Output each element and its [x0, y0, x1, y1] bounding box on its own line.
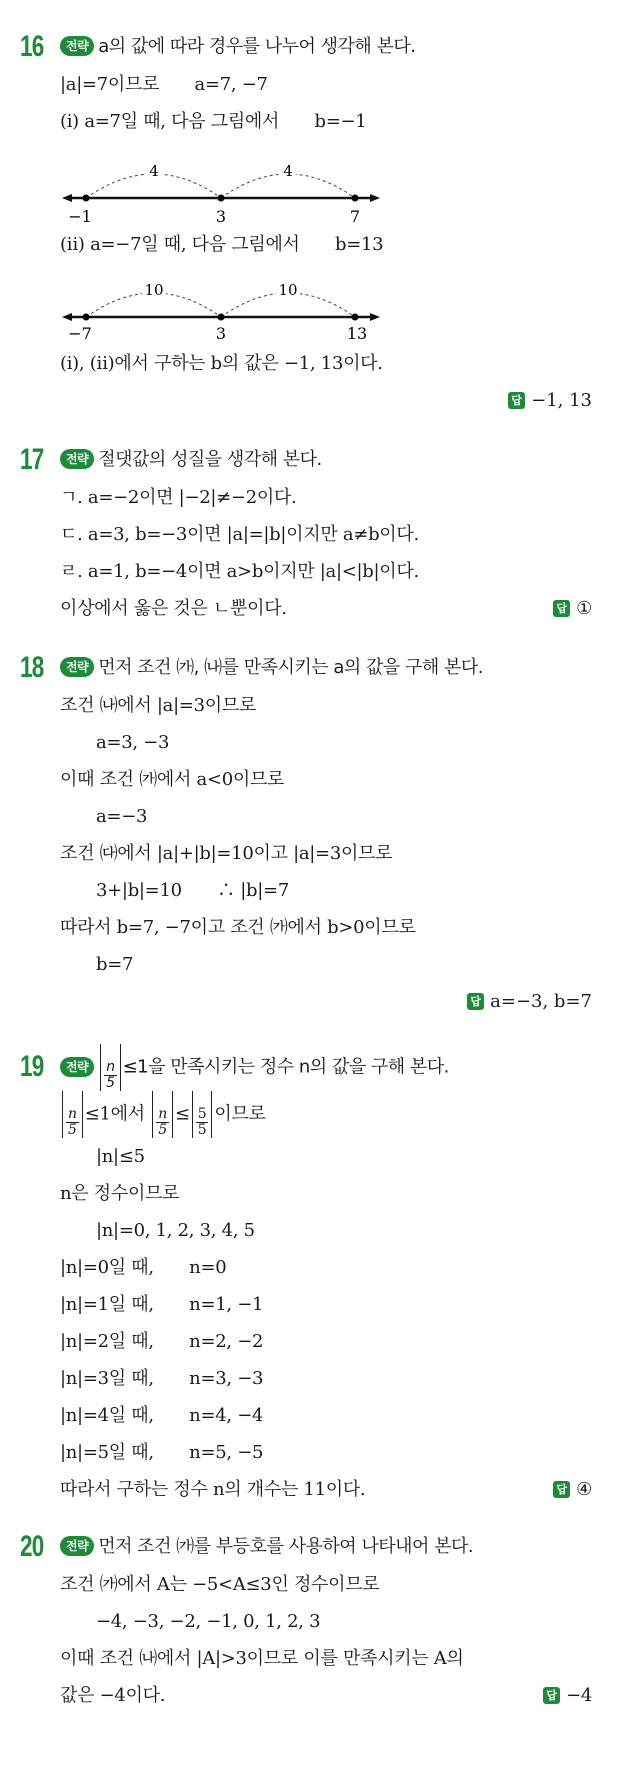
solution-line: (ⅰ), (ⅱ)에서 구하는 b의 값은 −1, 13이다.	[60, 353, 383, 374]
solution-line: (ⅱ) a=−7일 때, 다음 그림에서 b=13	[60, 234, 384, 255]
solution-line: |n|=1일 때, n=1, −1	[60, 1294, 264, 1315]
problem-number: 16	[20, 30, 44, 63]
line-text: 따라서 구하는 정수 n의 개수는 11이다.	[60, 1479, 366, 1500]
solution-line: a=−3	[96, 806, 148, 827]
answer-value: a=−3, b=7	[490, 991, 592, 1012]
point	[352, 314, 359, 321]
answer-value: −1, 13	[531, 390, 592, 411]
denominator: 5	[158, 1122, 167, 1138]
problem-16	[0, 28, 622, 419]
point	[218, 195, 225, 202]
solution-line	[60, 590, 622, 627]
solution-line: n은 정수이므로	[60, 1183, 180, 1204]
point-label: 7	[349, 207, 361, 226]
answer-icon: 답	[553, 1481, 570, 1498]
strategy-text: ≤1을 만족시키는 정수 n의 값을 구해 본다.	[122, 1056, 449, 1078]
strategy-heading	[60, 28, 622, 66]
solution-line	[60, 1677, 622, 1714]
problem-18	[0, 649, 622, 1020]
arc-label: 4	[149, 162, 159, 180]
arc-label: 4	[283, 162, 293, 180]
answer-icon: 답	[543, 1687, 560, 1704]
solution-line: ㄷ. a=3, b=−3이면 |a|=|b|이지만 a≠b이다.	[60, 524, 419, 545]
point	[218, 314, 225, 321]
point	[83, 195, 90, 202]
answer-icon: 답	[508, 392, 525, 409]
problem-number: 18	[20, 651, 44, 684]
solution-line: 이때 조건 ㈏에서 |A|>3이므로 이를 만족시키는 A의	[60, 1648, 464, 1669]
answer	[543, 1677, 592, 1714]
denominator: 5	[68, 1122, 77, 1138]
strategy-text: 먼저 조건 ㈎를 부등호를 사용하여 나타내어 본다.	[98, 1536, 474, 1557]
point	[352, 195, 359, 202]
answer-value: −4	[566, 1685, 592, 1706]
point-label: 13	[346, 324, 368, 343]
solution-line: 따라서 b=7, −7이고 조건 ㈎에서 b>0이므로	[60, 917, 416, 938]
answer	[60, 983, 622, 1020]
point-label: −1	[68, 207, 92, 226]
solution-line: 이때 조건 ㈎에서 a<0이므로	[60, 769, 285, 790]
numerator: n	[158, 1106, 167, 1122]
solution-line	[60, 1091, 622, 1138]
problem-19	[0, 1044, 622, 1508]
problem-17	[0, 441, 622, 627]
solution-line: |n|=0, 1, 2, 3, 4, 5	[96, 1220, 255, 1241]
strategy-heading	[60, 1528, 622, 1566]
strategy-badge: 전략	[60, 1536, 94, 1556]
answer	[553, 1471, 592, 1508]
solution-line: −4, −3, −2, −1, 0, 1, 2, 3	[96, 1611, 321, 1632]
numerator: n	[106, 1059, 115, 1075]
line-text: 이므로	[214, 1103, 266, 1125]
point-label: 3	[215, 324, 227, 343]
solution-line: a=3, −3	[96, 732, 170, 753]
strategy-text: a의 값에 따라 경우를 나누어 생각해 본다.	[98, 36, 416, 57]
solution-line: ㄹ. a=1, b=−4이면 a>b이지만 |a|<|b|이다.	[60, 561, 419, 582]
solution-line: |n|≤5	[96, 1146, 145, 1167]
solution-line: 조건 ㈐에서 |a|+|b|=10이고 |a|=3이므로	[60, 843, 393, 864]
problem-20	[0, 1528, 622, 1714]
number-line-2	[0, 263, 562, 345]
strategy-heading	[60, 441, 622, 479]
solution-line: |n|=2일 때, n=2, −2	[60, 1331, 264, 1352]
arc-label: 10	[144, 281, 164, 299]
solution-line	[60, 1471, 622, 1508]
strategy-badge: 전략	[60, 449, 94, 469]
answer	[553, 590, 592, 627]
solution-line: |a|=7이므로 a=7, −7	[60, 74, 268, 95]
point	[83, 314, 90, 321]
answer-icon: 답	[553, 600, 570, 617]
solution-line: |n|=5일 때, n=5, −5	[60, 1442, 264, 1463]
answer-value: ④	[576, 1479, 592, 1500]
strategy-heading	[60, 649, 622, 687]
point-label: −7	[68, 324, 92, 343]
problem-number: 17	[20, 443, 44, 476]
problem-number: 20	[20, 1530, 44, 1563]
solution-line: 조건 ㈏에서 |a|=3이므로	[60, 695, 257, 716]
line-text: ≤1에서	[84, 1103, 145, 1125]
line-text: ≤	[174, 1103, 190, 1125]
solution-line: |n|=0일 때, n=0	[60, 1257, 227, 1278]
solution-line: ㄱ. a=−2이면 |−2|≠−2이다.	[60, 487, 297, 508]
problem-number: 19	[20, 1050, 44, 1083]
abs-fraction	[100, 1044, 120, 1091]
arc-label: 10	[278, 281, 298, 299]
answer	[60, 382, 622, 419]
strategy-heading	[60, 1044, 622, 1091]
denominator: 5	[197, 1122, 207, 1138]
numerator: 5	[197, 1106, 207, 1122]
solution-line: (ⅰ) a=7일 때, 다음 그림에서 b=−1	[60, 111, 367, 132]
solution-line: |n|=3일 때, n=3, −3	[60, 1368, 264, 1389]
solution-line: b=7	[96, 954, 134, 975]
point-label: 3	[215, 207, 227, 226]
answer-value: ①	[576, 598, 592, 619]
solution-line: 3+|b|=10 ∴ |b|=7	[96, 880, 289, 901]
line-text: 이상에서 옳은 것은 ㄴ뿐이다.	[60, 598, 287, 619]
strategy-text: 먼저 조건 ㈎, ㈏를 만족시키는 a의 값을 구해 본다.	[98, 657, 484, 678]
strategy-badge: 전략	[60, 657, 94, 677]
denominator: 5	[106, 1075, 115, 1091]
numerator: n	[68, 1106, 77, 1122]
strategy-text: 절댓값의 성질을 생각해 본다.	[98, 449, 322, 470]
line-text: 값은 −4이다.	[60, 1685, 166, 1706]
solution-line: 조건 ㈎에서 A는 −5<A≤3인 정수이므로	[60, 1574, 380, 1595]
strategy-badge: 전략	[60, 1057, 94, 1077]
number-line-1	[0, 140, 562, 226]
answer-icon: 답	[467, 993, 484, 1010]
strategy-badge: 전략	[60, 36, 94, 56]
solution-line: |n|=4일 때, n=4, −4	[60, 1405, 264, 1426]
